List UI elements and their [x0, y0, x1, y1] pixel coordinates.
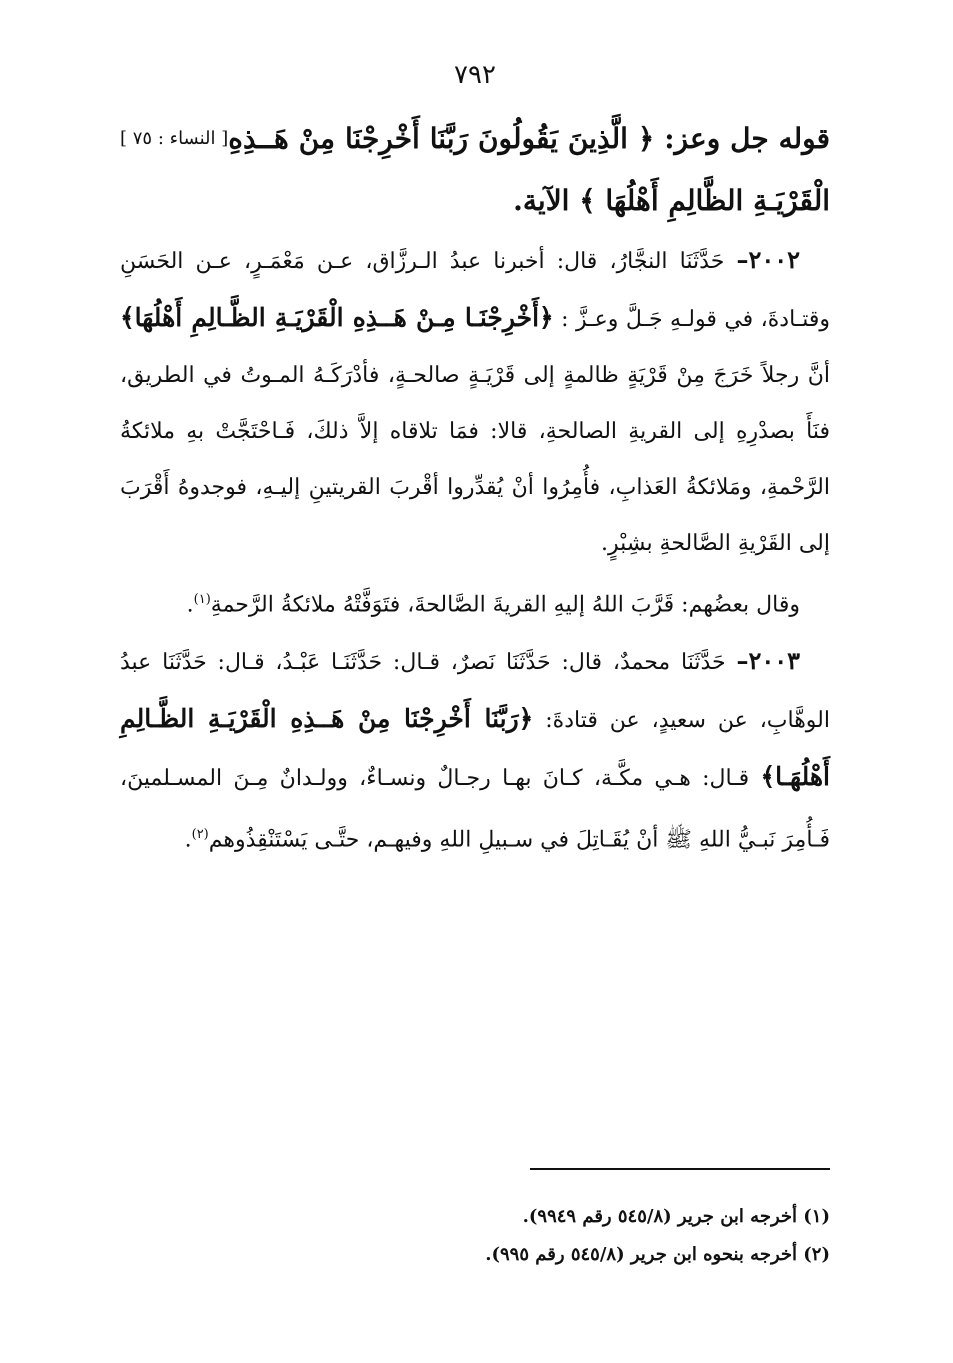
hadith-2003-body: قـال: هـي مكَّـة، كـانَ بهـا رجـالٌ ونسـاءٌ، وولـدانٌ مِـنَ المسـلمينَ، فَـأُمِرَ نَبـيُّ اللهِ ﷺ أنْ يُقَـاتِلَ في سـبيلِ اللهِ وفيهـم، حتَّـى يَسْتَنْقِذُوهم: [120, 766, 830, 853]
section-heading: [120, 108, 830, 232]
hadith-number-2002: ٢٠٠٢–: [736, 245, 800, 274]
hadith-2002: [120, 232, 830, 572]
footnote-1: (١) أخرجه ابن جرير (٥٤٥/٨ رقم ٩٩٤٩).: [522, 1206, 830, 1227]
hadith-2002-addendum: [120, 572, 830, 633]
heading-text: قوله جل وعز: ﴿ الَّذِينَ يَقُولُونَ رَبَّنَا أَخْرِجْنَا مِنْ هَــذِهِ الْقَرْيَـةِ الظَّالِمِ أَهْلُهَا ﴾ الآية.: [228, 122, 830, 217]
hadith-2002-body: أنَّ رجلاً خَرَجَ مِنْ قَرْيَةٍ ظالمةٍ إلى قَرْيَـةٍ صالحـةٍ، فأدْرَكَـهُ المـوتُ في الطريق، فنَأَ بصدْرِهِ إلى القريةِ الصالحةِ، قالا: فمَا تلاقاه إلاَّ ذلكَ، فَـاحْتَجَّتْ بهِ ملائكةُ الرَّحْمةِ، ومَلائكةُ العَذابِ، فأُمِرُوا أنْ يُقدِّروا أقْربَ القريتينِ إليـهِ، فوجدوهُ أَقْرَبَ إلى القَرْيةِ الصَّالحةِ بشِبْرٍ.: [120, 363, 830, 556]
page-number: ٧٩٢: [454, 60, 496, 90]
hadith-2002-quran: ﴿أَخْرِجْنَـا مِـنْ هَــذِهِ الْقَرْيَـةِ الظَّـالِمِ أَهْلُهَا﴾: [120, 303, 554, 332]
hadith-2002-chain: حَدَّثَنَا النجَّارُ، قال: أخبرنا عبدُ الـرزَّاق، عـن مَعْمَـرٍ، عـن الحَسَنِ وقتـادةَ، في قولـهِ جَـلَّ وعـزَّ :: [120, 249, 831, 332]
footnote-separator: [530, 1168, 830, 1170]
hadith-2003-end: .: [184, 827, 192, 853]
quran-reference: [ النساء : ٧٥ ]: [120, 128, 229, 149]
addendum-end: .: [186, 592, 194, 618]
footnotes: [120, 1198, 830, 1274]
addendum-text: وقال بعضُهم: قَرَّبَ اللهُ إليهِ القريةَ الصَّالحةَ، فتَوَفَّتْهُ ملائكةُ الرَّحمةِ: [210, 592, 800, 618]
hadith-2003-quran: ﴿رَبَّنَا أَخْرِجْنَا مِنْ هَــذِهِ الْقَرْيَـةِ الظَّـالِمِ أَهْلُهَـا﴾: [120, 704, 830, 792]
hadith-2003-chain: حَدَّثَنَا محمدٌ، قال: حَدَّثَنَا نَصرٌ، قـال: حَدَّثَنَـا عَبْـدُ، قـال: حَدَّثَنَا عبدُ الوهَّابِ، عن سعيدٍ، عن قتادةَ:: [120, 650, 830, 734]
footnote-2: (٢) أخرجه بنحوه ابن جرير (٥٤٥/٨ رقم ٩٩٥).: [485, 1244, 830, 1265]
page-body: [120, 60, 830, 869]
hadith-number-2003: ٢٠٠٣–: [736, 646, 801, 676]
hadith-2003: [120, 633, 830, 868]
footnote-marker-1[interactable]: (١): [193, 592, 211, 607]
footnote-marker-2[interactable]: (٢): [191, 827, 209, 843]
